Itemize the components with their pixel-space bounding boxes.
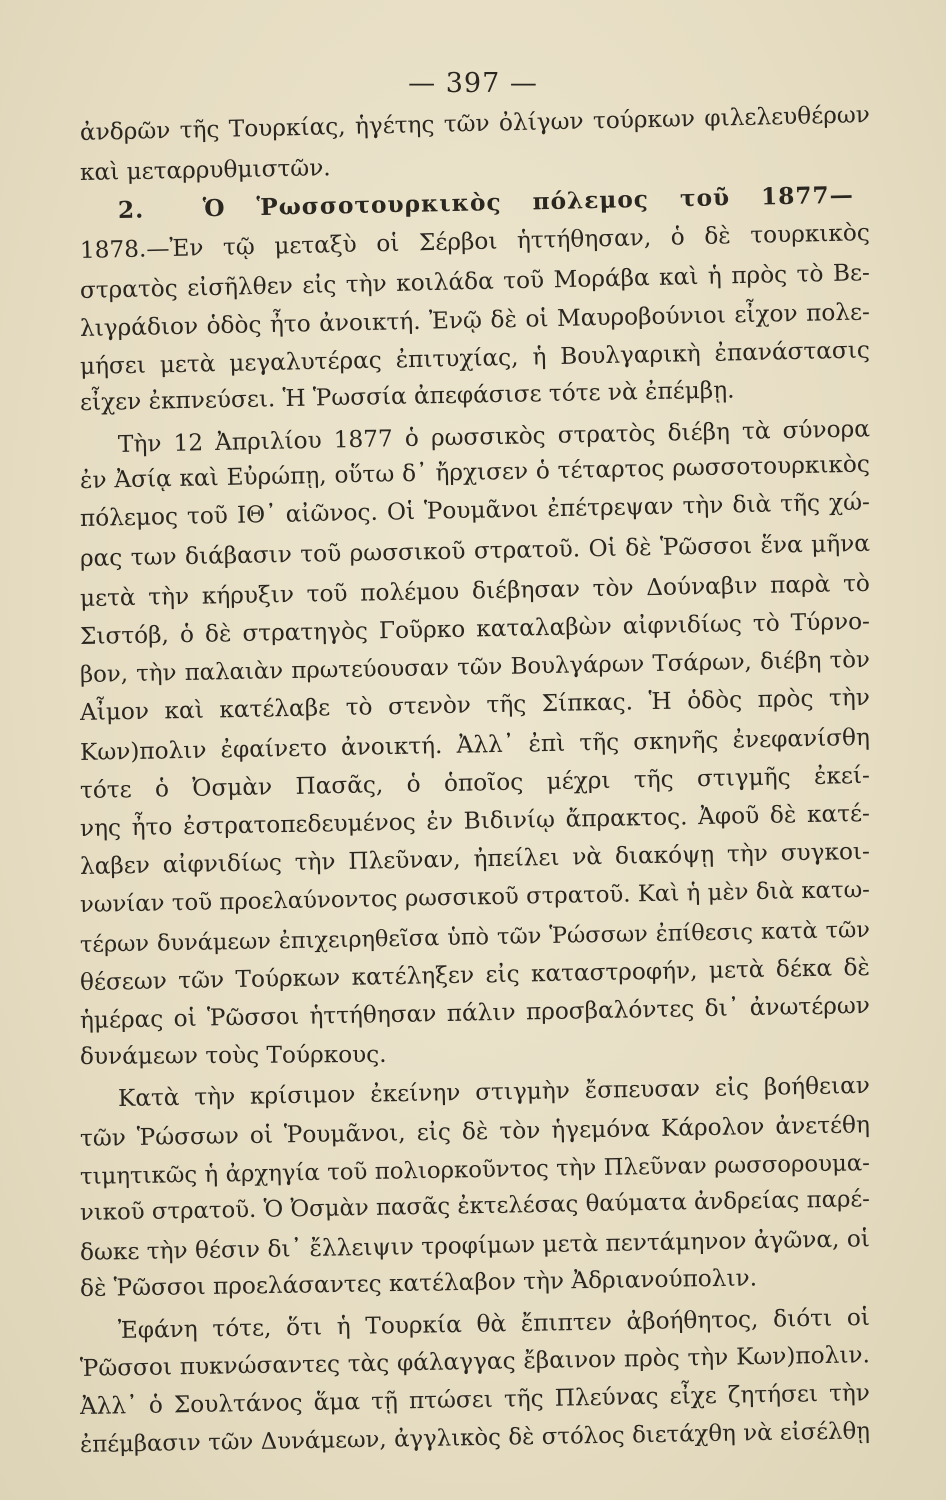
text-line: Ἀλλ᾽ ὁ Σουλτάνος ἅμα τῇ πτώσει τῆς Πλεύνας εἶχε ζητήσει τὴν	[79, 1379, 871, 1420]
text-line: Κων)πολιν ἐφαίνετο ἀνοικτή. Ἀλλ᾽ ἐπὶ τῆς σκηνῆς ἐνεφανίσθη	[79, 723, 871, 766]
text-line: λιγράδιον ὁδὸς ἦτο ἀνοικτή. Ἐνῷ δὲ οἱ Μαυροβούνιοι εἶχον πολε-	[79, 298, 871, 342]
text-line: βον, τὴν παλαιὰν πρωτεύουσαν τῶν Βουλγάρων Τσάρων, διέβη τὸν	[79, 646, 871, 688]
text-line: Κατὰ τὴν κρίσιμον ἐκείνην στιγμὴν ἔσπευσαν εἰς βοήθειαν	[117, 1071, 871, 1112]
text-line: λαβεν αἰφνιδίως τὴν Πλεῦναν, ἠπείλει νὰ διακόψῃ τὴν συγκοι-	[79, 837, 871, 880]
text-line: δυνάμεων τοὺς Τούρκους.	[79, 1040, 387, 1070]
text-line: καὶ μεταρρυθμιστῶν.	[79, 154, 331, 186]
text-line: ἐπέμβασιν τῶν Δυνάμεων, ἀγγλικὸς δὲ στόλος διετάχθη νὰ εἰσέλθῃ	[79, 1418, 871, 1458]
text-line: νικοῦ στρατοῦ. Ὁ Ὀσμὰν πασᾶς ἐκτελέσας θαύματα ἀνδρείας παρέ-	[79, 1186, 871, 1226]
page-number: — 397 —	[408, 68, 538, 99]
text-line: δὲ Ῥῶσσοι προελάσαντες κατέλαβον τὴν Ἀδριανούπολιν.	[79, 1264, 758, 1302]
text-line: νης ἦτο ἐστρατοπεδευμένος ἐν Βιδινίῳ ἄπρακτος. Ἀφοῦ δὲ κατέ-	[79, 799, 871, 842]
text-line: στρατὸς εἰσῆλθεν εἰς τὴν κοιλάδα τοῦ Μοράβα καὶ ἡ πρὸς τὸ Βε-	[79, 259, 871, 304]
text-line: Σιστόβ, ὁ δὲ στρατηγὸς Γοῦρκο καταλαβὼν αἰφνιδίως τὸ Τύρνο-	[79, 607, 871, 650]
text-line: τότε ὁ Ὀσμὰν Πασᾶς, ὁ ὁποῖος μέχρι τῆς στιγμῆς ἐκεί-	[79, 761, 871, 804]
text-line: τιμητικῶς ἡ ἀρχηγία τοῦ πολιορκοῦντος τὴν Πλεῦναν ρωσσορουμα-	[79, 1150, 871, 1190]
text-line: ἡμέρας οἱ Ῥῶσσοι ἡττήθησαν πάλιν προσβαλόντες δι᾽ ἀνωτέρων	[79, 991, 871, 1034]
text-line: Αἶμον καὶ κατέλαβε τὸ στενὸν τῆς Σίπκας. Ἡ ὁδὸς πρὸς τὴν	[79, 683, 871, 726]
text-line: τέρων δυνάμεων ἐπιχειρηθεῖσα ὑπὸ τῶν Ῥώσσων ἐπίθεσις κατὰ τῶν	[79, 916, 871, 958]
text-line: μετὰ τὴν κήρυξιν τοῦ πολέμου διέβησαν τὸν Δούναβιν παρὰ τὸ	[79, 569, 871, 612]
text-line: Ῥῶσσοι πυκνώσαντες τὰς φάλαγγας ἔβαινον πρὸς τὴν Κων)πολιν.	[79, 1341, 871, 1382]
text-line: νωνίαν τοῦ προελαύνοντος ρωσσικοῦ στρατοῦ. Καὶ ἡ μὲν διὰ κατω-	[79, 876, 871, 918]
text-line: εἶχεν ἐκπνεύσει. Ἡ Ῥωσσία ἀπεφάσισε τότε νὰ ἐπέμβῃ.	[79, 376, 735, 416]
text-line: ἐν Ἀσίᾳ καὶ Εὐρώπῃ, οὕτω δ᾽ ἤρχισεν ὁ τέταρτος ρωσσοτουρκικὸς	[79, 450, 871, 494]
text-line: πόλεμος τοῦ ΙΘ᾽ αἰῶνος. Οἱ Ῥουμᾶνοι ἐπέτρεψαν τὴν διὰ τῆς χώ-	[79, 488, 871, 532]
text-line: θέσεων τῶν Τούρκων κατέληξεν εἰς καταστροφήν, μετὰ δέκα δὲ	[79, 953, 871, 996]
text-line: ρας των διάβασιν τοῦ ρωσσικοῦ στρατοῦ. Οἱ δὲ Ῥῶσσοι ἕνα μῆνα	[79, 529, 871, 572]
text-line: 1878.—Ἐν τῷ μεταξὺ οἱ Σέρβοι ἡττήθησαν, ὁ δὲ τουρκικὸς	[79, 219, 871, 264]
text-line: δωκε τὴν θέσιν δι᾽ ἔλλειψιν τροφίμων μετὰ πεντάμηνον ἀγῶνα, οἱ	[79, 1225, 871, 1266]
text-line: τῶν Ῥώσσων οἱ Ῥουμᾶνοι, εἰς δὲ τὸν ἡγεμόνα Κάρολον ἀνετέθη	[79, 1111, 871, 1152]
section-heading	[118, 181, 854, 226]
text-line: μήσει μετὰ μεγαλυτέρας ἐπιτυχίας, ἡ Βουλγαρικὴ ἐπανάστασις	[79, 336, 871, 380]
section-number: 2.	[117, 196, 145, 224]
text-line: Ἐφάνη τότε, ὅτι ἡ Τουρκία θὰ ἔπιπτεν ἀβοήθητος, διότι οἱ	[117, 1303, 871, 1344]
text-line: ἀνδρῶν τῆς Τουρκίας, ἡγέτης τῶν ὀλίγων τούρκων φιλελευθέρων	[79, 101, 871, 146]
section-title: Ὁ Ῥωσσοτουρκικὸς πόλεμος τοῦ 1877—	[202, 181, 855, 223]
text-line: Τὴν 12 Ἀπριλίου 1877 ὁ ρωσσικὸς στρατὸς διέβη τὰ σύνορα	[117, 415, 871, 458]
